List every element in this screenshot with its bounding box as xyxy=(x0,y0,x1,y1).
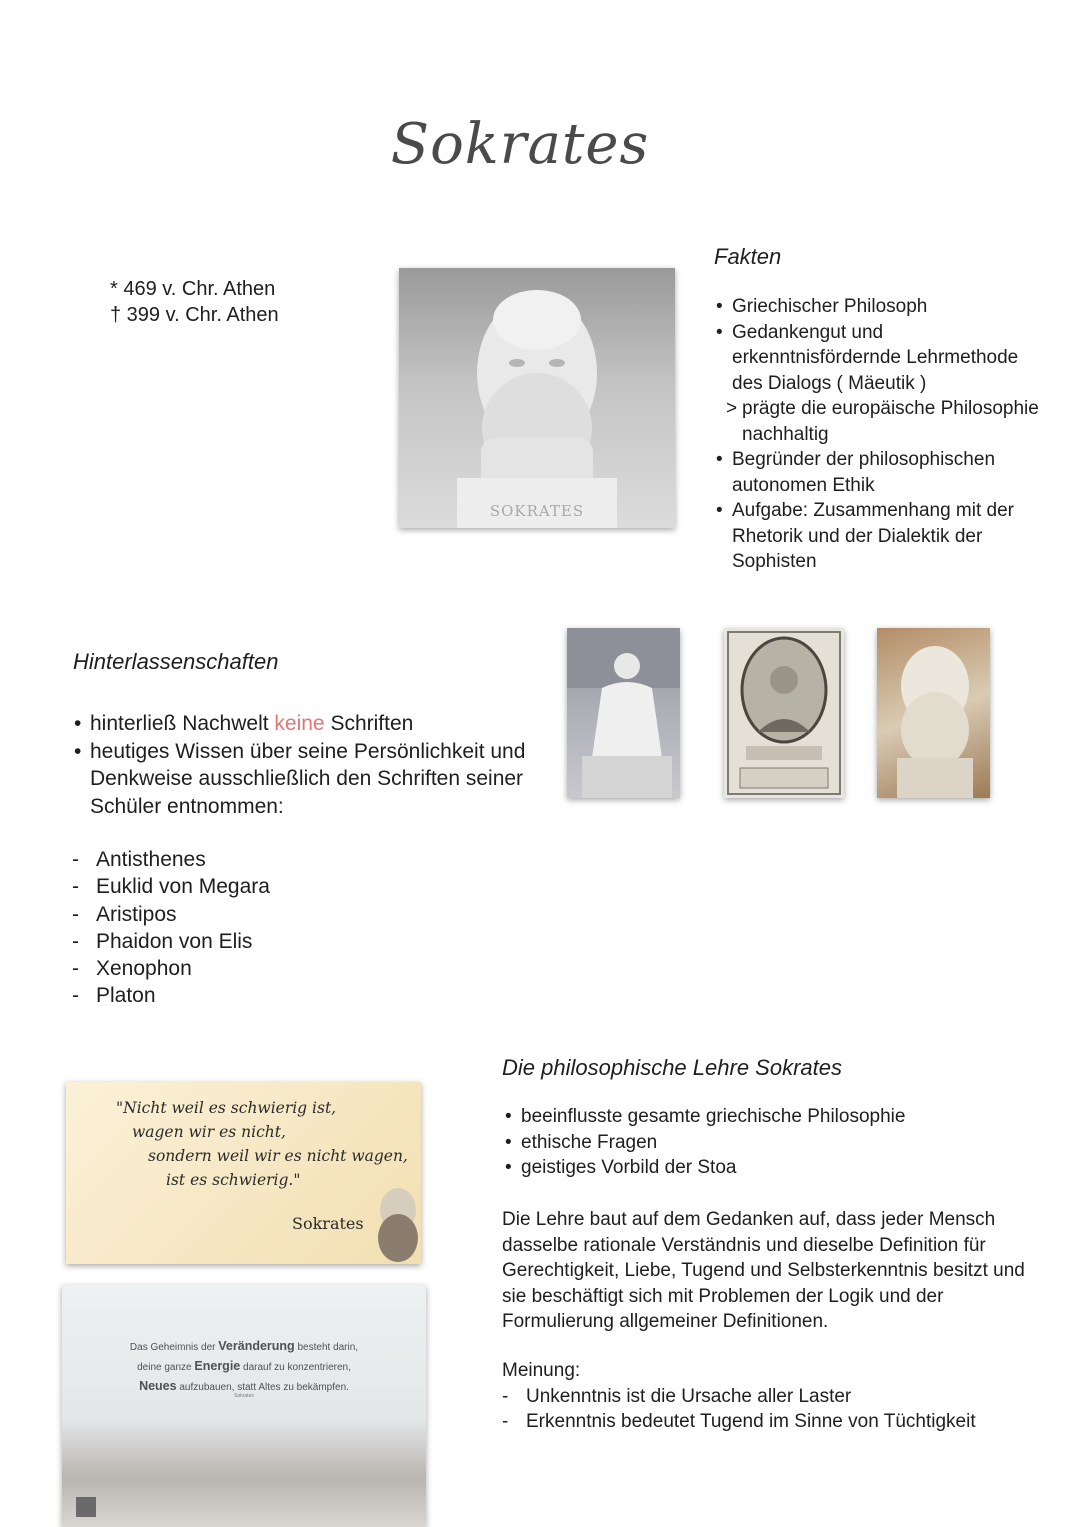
legacy-heading: Hinterlassenschaften xyxy=(73,649,279,674)
list-item: • Aufgabe: Zusammenhang mit der Rhetorik und der Dialektik der Sophisten xyxy=(714,498,1054,575)
quote2-part: besteht darin, xyxy=(294,1342,359,1353)
bearded-bust-image xyxy=(877,628,990,798)
list-item: - Aristipos xyxy=(72,901,270,928)
quote2-part: Energie xyxy=(194,1359,241,1373)
life-dates xyxy=(110,276,279,328)
quote-card-1 xyxy=(66,1082,421,1264)
quote-line: ist es schwierig." xyxy=(166,1171,301,1189)
list-item: - Antisthenes xyxy=(72,846,270,873)
list-item: • Gedankengut und erkenntnisfördernde Lehrmethode des Dialogs ( Mäeutik ) xyxy=(714,320,1054,397)
facts-heading: Fakten xyxy=(714,244,782,269)
legacy-list xyxy=(72,710,542,820)
list-item: - Unkenntnis ist die Ursache aller Laster xyxy=(502,1384,976,1410)
list-item: - Xenophon xyxy=(72,955,270,982)
quote2-part: aufzubauen, statt Altes zu bekämpfen. xyxy=(176,1382,349,1393)
list-item: - Erkenntnis bedeutet Tugend im Sinne von Tüchtigkeit xyxy=(502,1409,976,1435)
page-title: Sokrates xyxy=(390,112,650,177)
statue-illustration xyxy=(567,628,680,798)
quote-card-2 xyxy=(62,1285,426,1527)
quote1-author: Sokrates xyxy=(292,1214,364,1233)
list-item: • ethische Fragen xyxy=(503,1130,905,1156)
quote2-line xyxy=(62,1357,426,1377)
engraving-portrait-image xyxy=(724,628,844,798)
quote2-line xyxy=(62,1337,426,1357)
quote2-part: darauf zu konzentrieren, xyxy=(240,1362,351,1373)
quote1-text xyxy=(116,1096,408,1192)
list-item: • beeinflusste gesamte griechische Philosophie xyxy=(503,1104,905,1130)
bust-caption: SOKRATES xyxy=(489,502,585,520)
legacy-text: Schriften xyxy=(324,712,414,735)
teaching-paragraph: Die Lehre baut auf dem Gedanken auf, dass jeder Mensch dasselbe rationale Verständnis und dieselbe Definition für Gerechtigkeit, Liebe, Tugend und Selbsterkenntnis besitzt und sie beschäftigt sich mit Problemen der Logik und der Formulierung allgemeiner Definitionen. xyxy=(502,1209,1025,1332)
quote2-author: Sokrates xyxy=(234,1393,254,1399)
quote2-part: deine ganze xyxy=(137,1362,195,1373)
quote2-part: Veränderung xyxy=(218,1339,295,1353)
list-item xyxy=(72,710,542,738)
quote2-part: Neues xyxy=(139,1379,177,1393)
sokrates-head-illustration xyxy=(372,1178,421,1264)
list-item: • geistiges Vorbild der Stoa xyxy=(503,1155,905,1181)
teaching-heading: Die philosophische Lehre Sokrates xyxy=(502,1055,842,1080)
quote2-part: Das Geheimnis der xyxy=(129,1342,219,1353)
quote2-text xyxy=(62,1337,426,1397)
quote-line: sondern weil wir es nicht wagen, xyxy=(148,1147,408,1165)
bust-illustration xyxy=(399,268,675,528)
list-item: • heutiges Wissen über seine Persönlichkeit und Denkweise ausschließlich den Schriften seiner Schüler entnommen: xyxy=(72,738,542,821)
list-item: - Platon xyxy=(72,982,270,1009)
logo-badge-icon xyxy=(76,1497,96,1517)
bust2-illustration xyxy=(877,628,990,798)
quote-line: "Nicht weil es schwierig ist, xyxy=(116,1099,337,1117)
accent-word: keine xyxy=(274,712,325,735)
list-item: - Phaidon von Elis xyxy=(72,928,270,955)
engraving-illustration xyxy=(724,628,844,798)
facts-list xyxy=(714,294,1054,575)
seated-statue-image xyxy=(567,628,680,798)
list-item: > prägte die europäische Philosophie nachhaltig xyxy=(714,396,1054,447)
death-date: † 399 v. Chr. Athen xyxy=(110,304,279,326)
sokrates-bust-image xyxy=(399,268,675,528)
legacy-text: hinterließ Nachwelt xyxy=(90,712,275,735)
teaching-list xyxy=(503,1104,905,1181)
list-item: • Griechischer Philosoph xyxy=(714,294,1054,320)
birth-date: * 469 v. Chr. Athen xyxy=(110,278,276,300)
opinion-list xyxy=(502,1384,976,1435)
list-item: - Euklid von Megara xyxy=(72,873,270,900)
students-list xyxy=(72,846,270,1010)
opinion-label: Meinung: xyxy=(502,1360,581,1381)
list-item: • Begründer der philosophischen autonomen Ethik xyxy=(714,447,1054,498)
quote-line: wagen wir es nicht, xyxy=(132,1123,286,1141)
opinion-section xyxy=(502,1358,976,1435)
